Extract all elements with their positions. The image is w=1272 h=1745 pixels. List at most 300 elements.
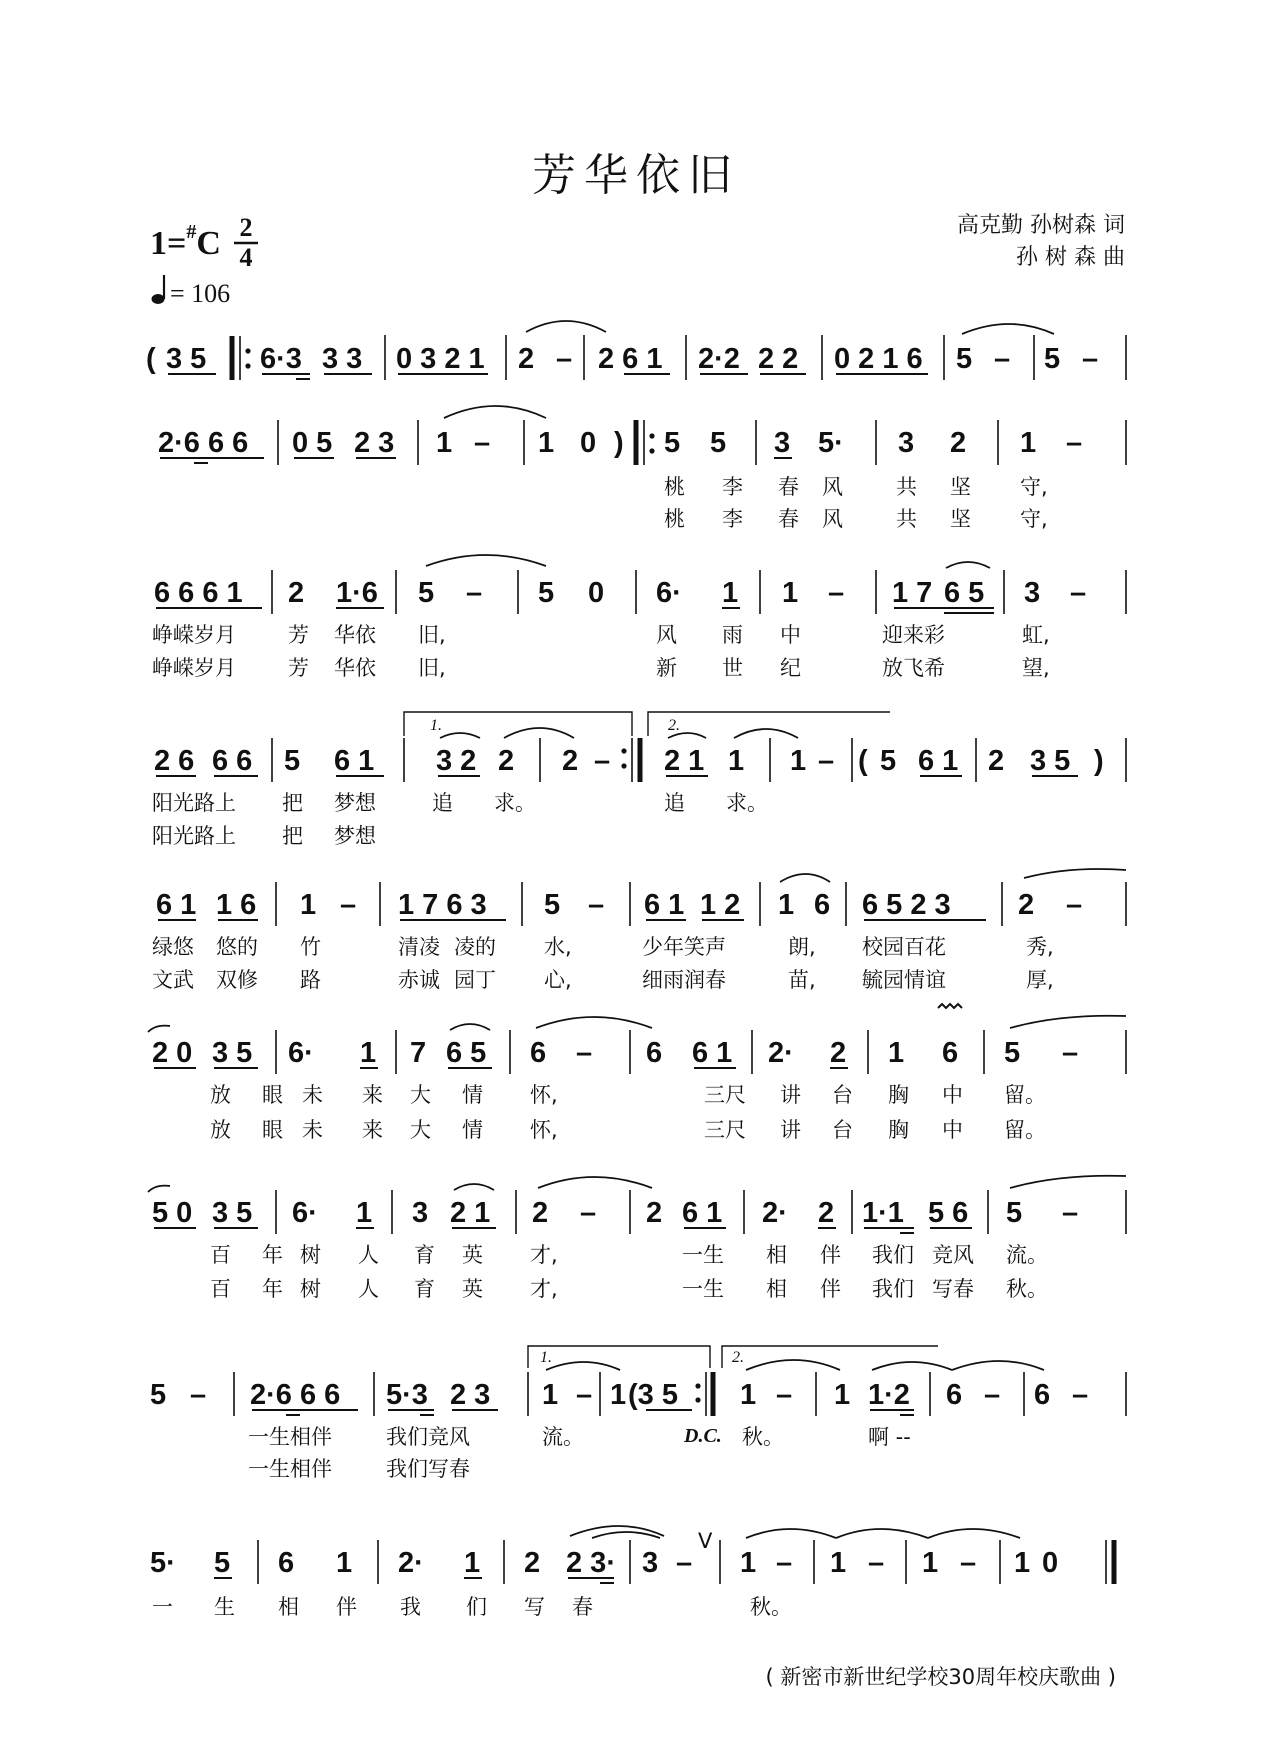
composer-credit: 孙 树 森 曲	[1016, 245, 1125, 270]
dash: –	[1072, 1379, 1089, 1411]
note: 5	[880, 745, 897, 777]
note-group: 3 5	[212, 1197, 253, 1229]
dash: –	[466, 577, 483, 609]
tie-arc	[426, 555, 546, 566]
lyric: 大	[410, 1083, 431, 1107]
dash: –	[960, 1547, 977, 1579]
lyric: 雨	[722, 623, 743, 647]
tie-arc	[836, 1529, 928, 1538]
paren-open: (	[858, 745, 868, 777]
note-group: 2 1	[664, 745, 705, 777]
tie-arc	[148, 1186, 170, 1192]
system-4	[152, 712, 1126, 848]
dash: –	[1062, 1037, 1079, 1069]
note-group: 2 6 1	[598, 343, 663, 375]
lyric: 英	[462, 1277, 483, 1301]
system-8	[150, 1346, 1126, 1481]
note: 1	[538, 427, 555, 459]
note-group: 1·6	[336, 577, 378, 609]
note: 3	[898, 427, 915, 459]
lyric: 怀,	[530, 1118, 558, 1142]
lyric: 未	[302, 1083, 323, 1107]
tie-arc	[444, 406, 546, 418]
lyric: 春	[778, 507, 799, 531]
lyric: 胸	[888, 1118, 909, 1142]
lyric: 伴	[820, 1243, 841, 1267]
lyric: 中	[942, 1083, 963, 1107]
lyric: 李	[722, 475, 743, 499]
lyric: 守,	[1020, 475, 1048, 499]
note: 1	[830, 1547, 847, 1579]
note-group: 6 6	[212, 745, 253, 777]
lyric: 一生	[682, 1277, 724, 1301]
note-group: 5 6	[928, 1197, 969, 1229]
note: 5	[150, 1379, 167, 1411]
note: 6	[814, 889, 831, 921]
volta-label-1: 1.	[540, 1349, 552, 1366]
note-group: 6 1	[918, 745, 959, 777]
dash: –	[776, 1379, 793, 1411]
note: 2	[518, 343, 535, 375]
slur-arc	[440, 733, 480, 738]
lyric: 相	[278, 1595, 299, 1619]
note-group: 6·3	[260, 343, 302, 375]
lyric: 梦想	[334, 791, 376, 815]
volta-label-2: 2.	[732, 1349, 744, 1366]
note-group: 2·6 6 6	[250, 1379, 341, 1411]
dash: –	[1066, 427, 1083, 459]
note-group: 1·1	[862, 1197, 904, 1229]
note: 6	[530, 1037, 547, 1069]
note: 1	[360, 1037, 377, 1069]
lyric: 我们	[872, 1243, 914, 1267]
lyric: 一生相伴	[248, 1457, 332, 1481]
lyric: 朗,	[788, 935, 816, 959]
lyric: 放飞希	[882, 656, 945, 680]
note: 7	[410, 1037, 427, 1069]
lyric: 风	[822, 475, 843, 499]
lyric: 迎来彩	[882, 623, 945, 647]
lyric: 华依	[334, 623, 376, 647]
note: 6	[646, 1037, 663, 1069]
tie-arc	[538, 1177, 652, 1188]
note-group: 3 3	[322, 343, 363, 375]
system-2	[158, 406, 1126, 531]
lyric: 育	[414, 1243, 435, 1267]
lyric: 才,	[530, 1277, 558, 1301]
note: 2	[288, 577, 305, 609]
note-group: 1 7 6 3	[398, 889, 487, 921]
note-group: 2 3	[450, 1379, 491, 1411]
lyric: 流。	[542, 1425, 584, 1449]
lyric: 毓园情谊	[862, 968, 946, 992]
note: 2	[646, 1197, 663, 1229]
dash: –	[594, 745, 611, 777]
note: 3	[412, 1197, 429, 1229]
tie-arc	[546, 1362, 620, 1370]
lyric: 梦想	[334, 824, 376, 848]
lyric: 育	[414, 1277, 435, 1301]
lyric: 绿悠	[152, 935, 194, 959]
note: 6·	[656, 577, 682, 609]
lyric: 留。	[1004, 1118, 1046, 1142]
lyric: 们	[466, 1595, 487, 1619]
note: 1	[782, 577, 799, 609]
key-text: 1=	[150, 225, 187, 262]
lyric: 少年笑声	[642, 935, 726, 959]
system-6	[148, 1004, 1126, 1142]
lyric: 凌的	[454, 935, 496, 959]
lyric: 一	[152, 1595, 173, 1619]
lyric: 伴	[820, 1277, 841, 1301]
dash: –	[1066, 889, 1083, 921]
dash: –	[1070, 577, 1087, 609]
volta-label-2: 2.	[668, 717, 680, 734]
lyric: 放	[210, 1118, 231, 1142]
lyric: 台	[832, 1118, 853, 1142]
lyric: 怀,	[530, 1083, 558, 1107]
note: 1	[464, 1547, 481, 1579]
repeat-start-sign	[232, 336, 251, 380]
note-group: 2 1	[450, 1197, 491, 1229]
lyric: 水,	[544, 935, 572, 959]
lyric: 树	[300, 1243, 321, 1267]
lyric: 共	[896, 475, 917, 499]
lyric: 细雨润春	[642, 968, 726, 992]
lyric: 秀,	[1026, 935, 1054, 959]
note: 3	[1024, 577, 1041, 609]
dash: –	[1082, 343, 1099, 375]
lyric: 园丁	[454, 968, 496, 992]
lyric: 我们竞风	[386, 1425, 470, 1449]
lyric: 坚	[950, 475, 971, 499]
tie-arc	[504, 728, 574, 738]
lyric: 胸	[888, 1083, 909, 1107]
lyric: 秋。	[742, 1425, 784, 1449]
lyric: 望,	[1022, 656, 1050, 680]
time-sig-numerator: 2	[239, 213, 253, 242]
system-7	[148, 1176, 1126, 1301]
lyric: 讲	[780, 1118, 801, 1142]
lyric: 新	[656, 656, 677, 680]
note: 1	[436, 427, 453, 459]
lyric: 百	[210, 1243, 231, 1267]
lyric: 中	[942, 1118, 963, 1142]
lyric: 未	[302, 1118, 323, 1142]
dc-mark: D.C.	[684, 1425, 722, 1447]
note: 5	[214, 1547, 231, 1579]
note-group: 0 2 1 6	[834, 343, 923, 375]
note: 6	[946, 1379, 963, 1411]
note: 1	[888, 1037, 905, 1069]
note-group: 2 0	[152, 1037, 193, 1069]
lyric: 相	[766, 1277, 787, 1301]
slur-arc	[780, 874, 830, 882]
lyric: 旧,	[418, 623, 446, 647]
lyric: 生	[214, 1595, 235, 1619]
lyric: 百	[210, 1277, 231, 1301]
lyric: 双修	[216, 968, 258, 992]
lyric: 阳光路上	[152, 824, 236, 848]
lyric: 苗,	[788, 968, 816, 992]
system-9	[150, 1526, 1114, 1619]
note: 2	[562, 745, 579, 777]
note-group: 6 5	[446, 1037, 487, 1069]
dash: –	[676, 1547, 693, 1579]
note-group: 1 2	[700, 889, 741, 921]
note: 1	[1020, 427, 1037, 459]
note-group: (3 5	[628, 1379, 678, 1411]
dash: –	[868, 1547, 885, 1579]
dash: –	[580, 1197, 597, 1229]
quarter-note-icon	[152, 275, 165, 304]
note: 5	[418, 577, 435, 609]
tie-arc	[148, 1026, 170, 1032]
lyric: 放	[210, 1083, 231, 1107]
note-group: 3 5	[1030, 745, 1071, 777]
tie-arc	[592, 1532, 660, 1538]
note-group: 2·6 6 6	[158, 427, 249, 459]
lyric: 求。	[726, 791, 768, 815]
lyric: 流。	[1006, 1243, 1048, 1267]
lyric: 情	[462, 1083, 483, 1107]
lyric: 风	[822, 507, 843, 531]
tie-arc	[526, 321, 606, 332]
lyric: 写春	[932, 1277, 974, 1301]
note-group: 2 3·	[566, 1547, 616, 1579]
lyric: 人	[358, 1243, 379, 1267]
lyric: 来	[362, 1118, 383, 1142]
lyric: 我	[400, 1595, 421, 1619]
lyric: 芳	[288, 656, 309, 680]
note-group: 1 7	[892, 577, 933, 609]
system-1	[146, 321, 1126, 380]
tie-arc	[928, 1529, 1020, 1538]
rest: 0	[588, 577, 605, 609]
note-group: 2·2	[698, 343, 740, 375]
volta-bracket-1	[528, 1346, 710, 1368]
lyric: 三尺	[704, 1118, 746, 1142]
note: 2	[988, 745, 1005, 777]
lyric: 树	[300, 1277, 321, 1301]
final-barline	[1106, 1540, 1114, 1584]
paren-close: )	[1094, 745, 1104, 777]
lyric: 一生相伴	[248, 1425, 332, 1449]
note-group: 6 5 2 3	[862, 889, 951, 921]
note: 1	[740, 1547, 757, 1579]
lyric: 中	[780, 623, 801, 647]
lyric: 坚	[950, 507, 971, 531]
note: 2·	[762, 1197, 788, 1229]
lyricist-credit: 高克勤 孙树森 词	[957, 213, 1125, 238]
note-group: 3 2	[436, 745, 477, 777]
note: 1	[1014, 1547, 1031, 1579]
lyric: 眼	[262, 1118, 283, 1142]
note: 5	[956, 343, 973, 375]
lyric: 文武	[152, 968, 194, 992]
lyric: 悠的	[216, 935, 258, 959]
system-3	[152, 555, 1126, 680]
lyric: 一生	[682, 1243, 724, 1267]
note-group: 6 1	[644, 889, 685, 921]
note: 1	[740, 1379, 757, 1411]
lyric: 大	[410, 1118, 431, 1142]
rest: 0	[1042, 1547, 1059, 1579]
tie-arc	[536, 1017, 652, 1028]
note: 6	[278, 1547, 295, 1579]
note-group: 6 1	[156, 889, 197, 921]
note-group: 0 3 2 1	[396, 343, 485, 375]
note-group: 1 6	[216, 889, 257, 921]
lyric: 竹	[300, 935, 321, 959]
breath-mark: V	[698, 1529, 713, 1553]
lyric: 路	[300, 968, 321, 992]
lyric: 虹,	[1022, 623, 1050, 647]
note-group: 6 1	[682, 1197, 723, 1229]
lyric: 心,	[544, 968, 572, 992]
dash: –	[588, 889, 605, 921]
tie-arc	[1024, 869, 1126, 878]
note-group: 6 5	[944, 577, 985, 609]
lyric: 赤诚	[398, 968, 440, 992]
note-group: 5·3	[386, 1379, 428, 1411]
dash: –	[576, 1379, 593, 1411]
tie-arc	[1010, 1016, 1126, 1028]
note-group: 2 3	[354, 427, 395, 459]
rest: 0	[580, 427, 597, 459]
note: 2	[498, 745, 515, 777]
note-group: 6 1	[692, 1037, 733, 1069]
note: 1	[356, 1197, 373, 1229]
note: 5	[710, 427, 727, 459]
note: 5	[284, 745, 301, 777]
footer-note: ( 新密市新世纪学校30周年校庆歌曲 )	[765, 1665, 1116, 1689]
note-group: 5 0	[152, 1197, 193, 1229]
note: 1	[728, 745, 745, 777]
lyric: 来	[362, 1083, 383, 1107]
note: 1	[542, 1379, 559, 1411]
lyric: 追	[432, 791, 453, 815]
lyric: 竞风	[932, 1243, 974, 1267]
tie-arc	[1010, 1176, 1126, 1188]
dash: –	[776, 1547, 793, 1579]
lyric: 把	[282, 824, 303, 848]
lyric: 眼	[262, 1083, 283, 1107]
note: 5	[1044, 343, 1061, 375]
lyric: 春	[778, 475, 799, 499]
note: 2	[524, 1547, 541, 1579]
note: 1	[834, 1379, 851, 1411]
note: 2·	[398, 1547, 424, 1579]
lyric: 芳	[288, 623, 309, 647]
lyric: 年	[262, 1277, 283, 1301]
lyric: 世	[722, 656, 743, 680]
lyric: 桃	[664, 507, 685, 531]
dash: –	[994, 343, 1011, 375]
note: 2	[1018, 889, 1035, 921]
note: 6	[942, 1037, 959, 1069]
mordent-icon	[938, 1004, 962, 1008]
slur-arc	[872, 1362, 952, 1370]
tie-arc	[746, 1529, 836, 1538]
dash: –	[576, 1037, 593, 1069]
dash: –	[556, 343, 573, 375]
note: 2	[830, 1037, 847, 1069]
lyric: 守,	[1020, 507, 1048, 531]
lyric: 把	[282, 791, 303, 815]
lyric: 秋。	[1006, 1277, 1048, 1301]
lyric: 台	[832, 1083, 853, 1107]
lyric: 秋。	[750, 1595, 792, 1619]
lyric: 讲	[780, 1083, 801, 1107]
note: 2	[818, 1197, 835, 1229]
note: 1	[722, 577, 739, 609]
repeat-end-sign	[695, 1372, 713, 1416]
tie-arc	[962, 324, 1054, 334]
lyric: 英	[462, 1243, 483, 1267]
lyric: 才,	[530, 1243, 558, 1267]
note: 5	[538, 577, 555, 609]
note-group: 1·2	[868, 1379, 910, 1411]
paren-close: )	[614, 427, 624, 459]
dash: –	[828, 577, 845, 609]
lyric: 情	[462, 1118, 483, 1142]
note: 3	[642, 1547, 659, 1579]
dash: –	[340, 889, 357, 921]
note: 6·	[292, 1197, 318, 1229]
key-signature: 1=#C	[150, 221, 221, 262]
volta-label-1: 1.	[430, 717, 442, 734]
slur-arc	[454, 1184, 494, 1190]
paren-open: (	[146, 343, 156, 375]
lyric: 风	[656, 623, 677, 647]
note: 5·	[818, 427, 844, 459]
lyric: 旧,	[418, 656, 446, 680]
lyric: 春	[572, 1595, 593, 1619]
lyric: 求。	[494, 791, 536, 815]
lyric: 追	[664, 791, 685, 815]
note-group: 2 6	[154, 745, 195, 777]
dash: –	[818, 745, 835, 777]
note-group: 3 5	[166, 343, 207, 375]
dash: –	[1062, 1197, 1079, 1229]
lyric: 年	[262, 1243, 283, 1267]
tie-arc	[952, 1361, 1044, 1370]
lyric: 相	[766, 1243, 787, 1267]
lyric: 人	[358, 1277, 379, 1301]
lyric: 阳光路上	[152, 791, 236, 815]
lyric: 桃	[664, 475, 685, 499]
lyric: 三尺	[704, 1083, 746, 1107]
lyric: 厚,	[1026, 968, 1054, 992]
note-group: 2 2	[758, 343, 799, 375]
note: 3	[774, 427, 791, 459]
note: 1	[790, 745, 807, 777]
system-5	[152, 869, 1126, 992]
note: 5	[664, 427, 681, 459]
lyric: 纪	[780, 656, 801, 680]
lyric: 我们	[872, 1277, 914, 1301]
note-group: 3 5	[212, 1037, 253, 1069]
lyric: 伴	[336, 1595, 357, 1619]
note: 6	[1034, 1379, 1051, 1411]
lyric: 峥嵘岁月	[152, 656, 236, 680]
note-group: 0 5	[292, 427, 333, 459]
lyric: 清凌	[398, 935, 440, 959]
tie-arc	[746, 1360, 840, 1370]
dash: –	[474, 427, 491, 459]
note-group: 6 1	[334, 745, 375, 777]
